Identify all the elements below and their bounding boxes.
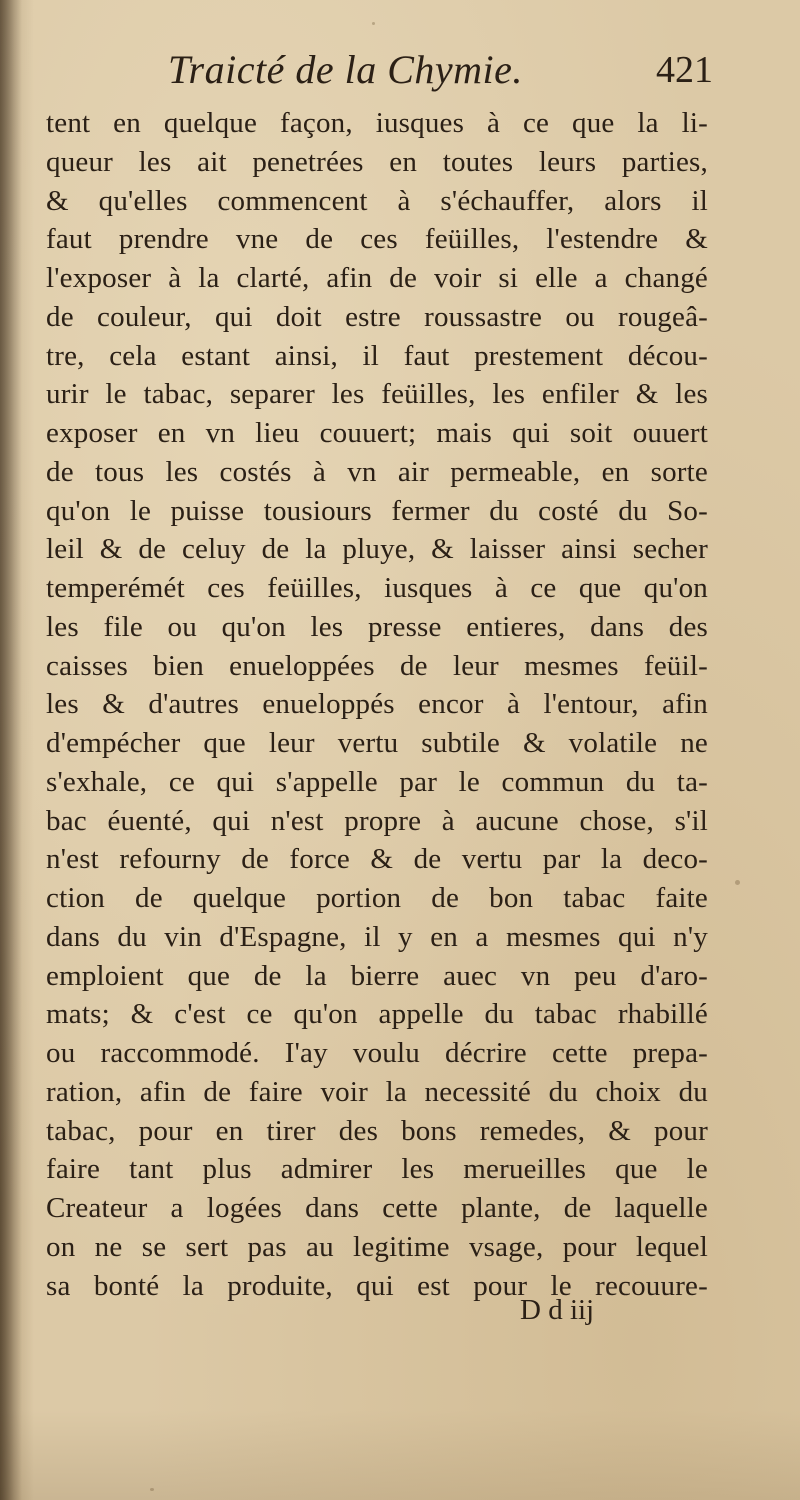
text-line: leil & de celuy de la pluye, & laisser ainsi secher [46,533,708,566]
text-line: s'exhale, ce qui s'appelle par le commun du ta- [46,765,708,798]
text-line: l'exposer à la clarté, afin de voir si elle a changé [46,262,708,294]
text-line: les & d'autres enueloppés encor à l'entour, afin [46,688,708,721]
paper-speck [372,22,375,25]
text-line: bac éuenté, qui n'est propre à aucune chose, s'il [46,804,708,837]
signature-mark: D d iij [520,1294,595,1326]
text-line: temperémét ces feüilles, iusques à ce que qu'on [46,572,708,604]
running-title: Traicté de la Chymie. [168,47,523,92]
text-line: qu'on le puisse tousiours fermer du costé du So- [46,494,708,527]
binding-gutter-shadow [0,0,22,1500]
paper-speck [150,1488,154,1491]
text-line: ction de quelque portion de bon tabac faite [46,882,708,914]
text-line: mats; & c'est ce qu'on appelle du tabac rhabillé [46,998,708,1031]
running-head [168,42,713,98]
text-line: & qu'elles commencent à s'échauffer, alors il [46,184,708,217]
text-line: de couleur, qui doit estre roussastre ou rougeâ- [46,300,708,333]
text-line: sa bonté la produite, qui est pour le recouure- [46,1269,708,1302]
text-line: les file ou qu'on les presse entieres, dans des [46,610,708,643]
text-line: faire tant plus admirer les merueilles que le [46,1153,708,1186]
paper-speck [735,880,740,885]
text-line: d'empécher que leur vertu subtile & volatile ne [46,727,708,759]
text-line: caisses bien enueloppées de leur mesmes feüil- [46,649,708,682]
text-line: urir le tabac, separer les feüilles, les enfiler & les [46,378,708,411]
text-line: dans du vin d'Espagne, il y en a mesmes qui n'y [46,920,708,953]
text-line: exposer en vn lieu couuert; mais qui soit ouuert [46,417,708,449]
page-number: 421 [656,49,713,91]
text-line: queur les ait penetrées en toutes leurs parties, [46,145,708,178]
text-line: on ne se sert pas au legitime vsage, pour lequel [46,1230,708,1263]
body-text [46,104,708,1305]
text-line: emploient que de la bierre auec vn peu d'aro- [46,959,708,992]
text-line: faut prendre vne de ces feüilles, l'estendre & [46,223,708,256]
text-line: tabac, pour en tirer des bons remedes, & pour [46,1114,708,1147]
text-line: ou raccommodé. I'ay voulu décrire cette prepa- [46,1037,708,1069]
text-line: Createur a logées dans cette plante, de laquelle [46,1192,708,1224]
text-line: ration, afin de faire voir la necessité du choix du [46,1075,708,1108]
text-line: tent en quelque façon, iusques à ce que la li- [46,107,708,139]
text-line: tre, cela estant ainsi, il faut prestement décou- [46,339,708,372]
text-line: de tous les costés à vn air permeable, en sorte [46,455,708,488]
text-line: n'est refourny de force & de vertu par la deco- [46,843,708,876]
